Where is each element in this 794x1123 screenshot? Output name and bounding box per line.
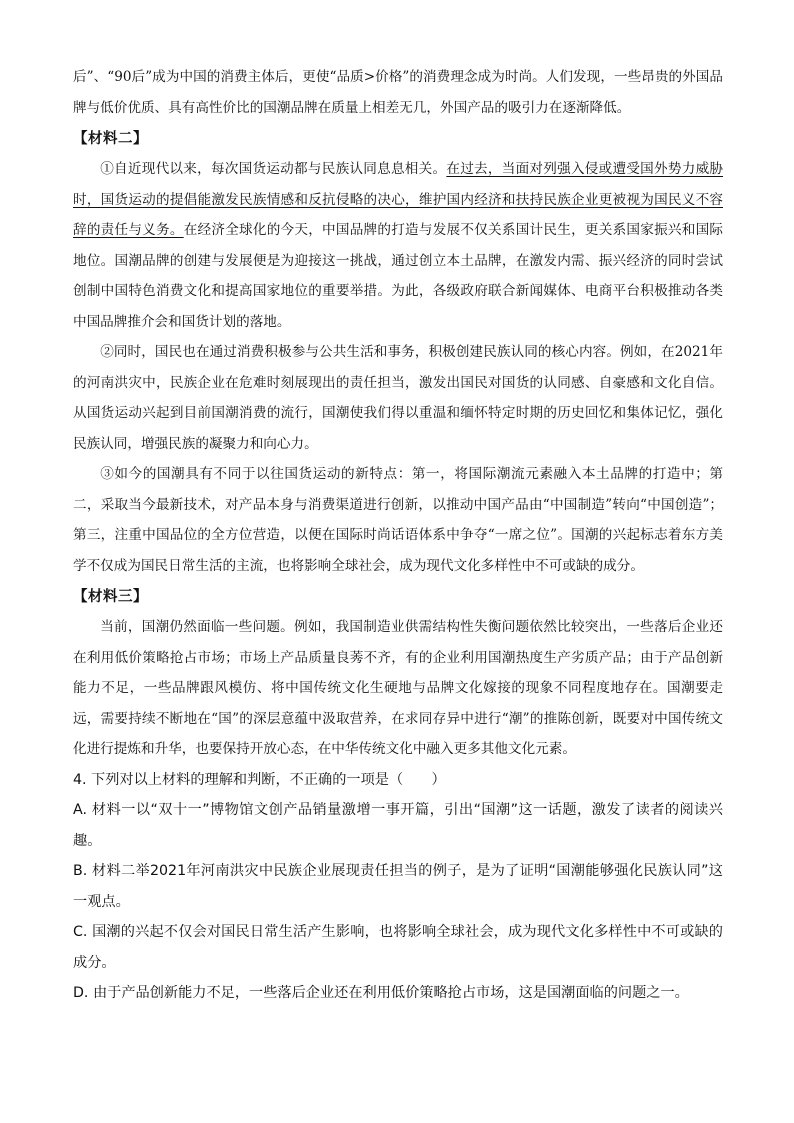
document-page [73,62,723,1009]
material1-tail-paragraph: 后”、“90后”成为中国的消费主体后，更使“品质>价格”的消费理念成为时尚。人们发现，一些昂贵的外国品牌与低价优质、具有高性价比的国潮品牌在质量上相差无几，外国产品的吸引力在逐渐降低。 [73,69,723,116]
question-option-a: A. 材料一以“双十一”博物馆文创产品销量激增一事开篇，引出“国潮”这一话题，激发了读者的阅读兴趣。 [73,802,723,849]
question-option-b: B. 材料二举2021年河南洪灾中民族企业展现责任担当的例子，是为了证明“国潮能够强化民族认同”这一观点。 [73,863,723,910]
question-option-d: D. 由于产品创新能力不足，一些落后企业还在利用低价策略抢占市场，这是国潮面临的问题之一。 [73,985,689,1001]
question-stem: 4. 下列对以上材料的理解和判断，不正确的一项是（ ） [73,771,446,788]
material2-p1-underlined-text: 在过去，当面对列强入侵或遭受国外势力威胁时，国货运动的提倡能激发民族情感和反抗侵略的决心，维护国内经济和扶持民族企业更被视为国民义不容辞的责任与义务。 [73,161,724,238]
material2-p1-intro: ①自近现代以来，每次国货运动都与民族认同息息相关。 [100,161,447,177]
material2-heading: 【材料二】 [73,130,148,147]
material2-p1-rest: 在经济全球化的今天，中国品牌的打造与发展不仅关系国计民生，更关系国家振兴和国际地位。国潮品牌的创建与发展便是为迎接这一挑战，通过创立本土品牌，在激发内需、振兴经济的同时尝试创制中国特色消费文化和提高国家地位的重要举措。为此，各级政府联合新闻媒体、电商平台积极推动各类中国品牌推介会和国货计划的落地。 [73,222,724,330]
material2-paragraph-2: ②同时，国民也在通过消费积极参与公共生活和事务，积极创建民族认同的核心内容。例如，在2021年的河南洪灾中，民族企业在危难时刻展现出的责任担当，激发出国民对国货的认同感、自豪感和文化自信。从国货运动兴起到目前国潮消费的流行，国潮使我们得以重温和缅怀特定时期的历史回忆和集体记忆，强化民族认同，增强民族的凝聚力和向心力。 [73,344,723,452]
material3-heading: 【材料三】 [73,588,148,605]
material2-paragraph-1 [73,154,723,337]
material3-paragraph-1: 当前，国潮仍然面临一些问题。例如，我国制造业供需结构性失衡问题依然比较突出，一些落后企业还在利用低价策略抢占市场；市场上产品质量良莠不齐，有的企业利用国潮热度生产劣质产品；由于产品创新能力不足，一些品牌跟风模仿、将中国传统文化生硬地与品牌文化嫁接的现象不同程度地存在。国潮要走远，需要持续不断地在“国”的深层意蕴中汲取营养，在求同存异中进行“潮”的推陈创新，既要对中国传统文化进行提炼和升华，也要保持开放心态，在中华传统文化中融入更多其他文化元素。 [73,619,723,757]
question-option-c: C. 国潮的兴起不仅会对国民日常生活产生影响，也将影响全球社会，成为现代文化多样性中不可或缺的成分。 [73,924,723,971]
material2-paragraph-3: ③如今的国潮具有不同于以往国货运动的新特点：第一，将国际潮流元素融入本土品牌的打造中；第二，采取当今最新技术，对产品本身与消费渠道进行创新，以推动中国产品由“中国制造”转向“中国创造”；第三，注重中国品位的全方位营造，以便在国际时尚话语体系中争夺“一席之位”。国潮的兴起标志着东方美学不仅成为国民日常生活的主流，也将影响全球社会，成为现代文化多样性中不可或缺的成分。 [73,466,723,574]
